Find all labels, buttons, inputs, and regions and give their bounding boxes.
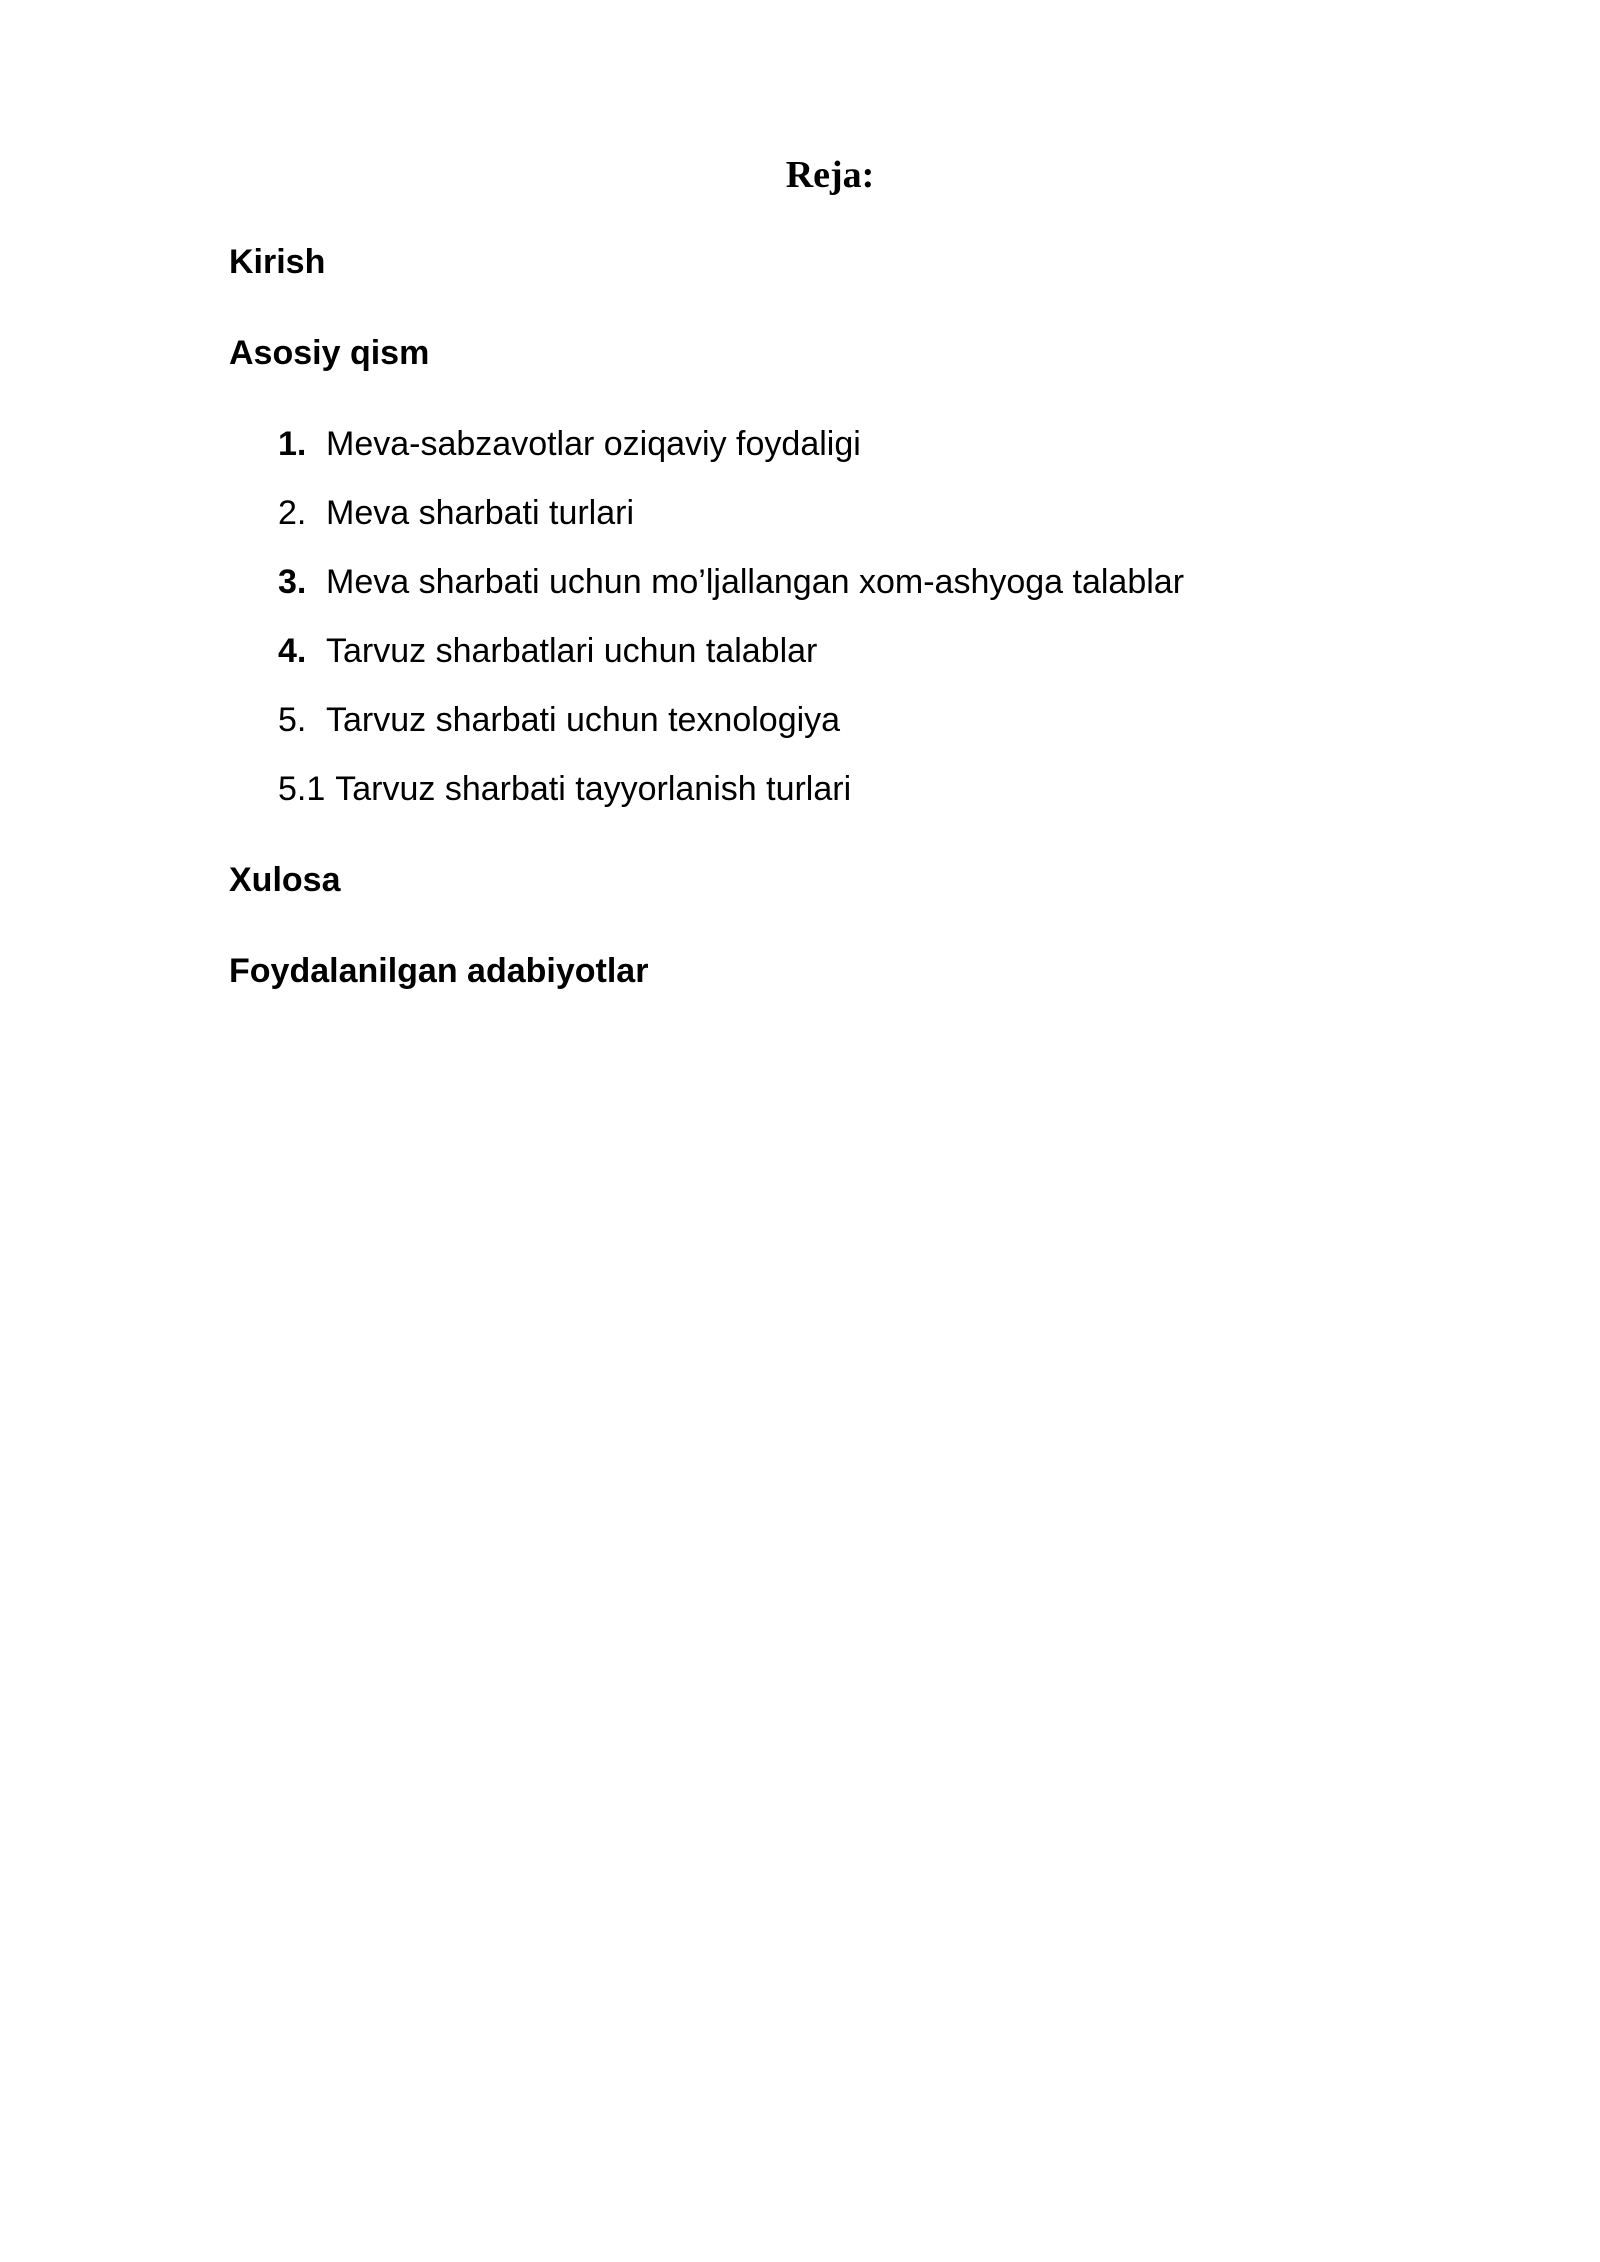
list-item-number: 5.1 [278, 770, 326, 808]
list-item-text: Meva-sabzavotlar oziqaviy foydaligi [326, 425, 861, 463]
list-item [278, 698, 840, 742]
list-item [278, 560, 1184, 604]
list-item-number: 5. [278, 701, 307, 739]
list-subitem [278, 767, 851, 811]
page-title: Reja: [785, 154, 875, 196]
list-item-text: Tarvuz sharbatlari uchun talablar [326, 632, 818, 670]
section-intro: Kirish [229, 243, 326, 281]
list-item-text: Tarvuz sharbati uchun texnologiya [326, 701, 841, 739]
list-item-text: Meva sharbati turlari [326, 494, 635, 532]
list-item [278, 629, 817, 673]
list-item-text: Meva sharbati uchun mo’ljallangan xom-ashyoga talablar [326, 563, 1185, 601]
section-conclusion: Xulosa [229, 861, 341, 899]
list-item-text: Tarvuz sharbati tayyorlanish turlari [335, 770, 852, 808]
list-item-number: 3. [278, 563, 307, 601]
list-item-number: 4. [278, 632, 307, 670]
section-main-part: Asosiy qism [229, 334, 430, 372]
list-item [278, 491, 634, 535]
list-item [278, 422, 861, 466]
list-item-number: 2. [278, 494, 307, 532]
list-item-number: 1. [278, 425, 307, 463]
section-references: Foydalanilgan adabiyotlar [229, 952, 649, 990]
